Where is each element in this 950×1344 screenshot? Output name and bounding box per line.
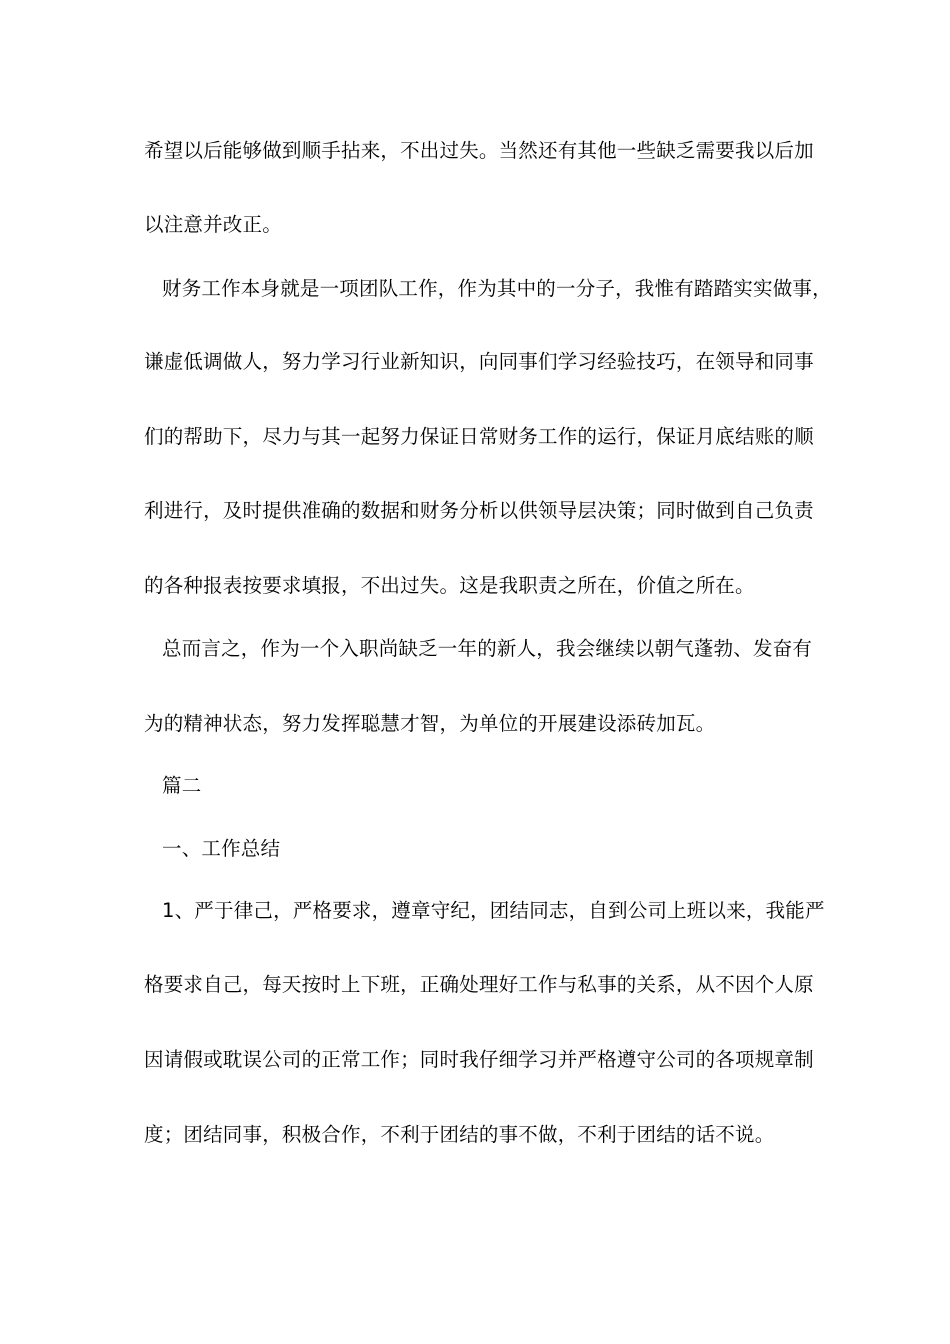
text-line: 以注意并改正。 [144, 213, 282, 236]
paragraph-start-line: 总而言之，作为一个入职尚缺乏一年的新人，我会继续以朝气蓬勃、发奋有 [162, 637, 813, 660]
text-line: 格要求自己，每天按时上下班，正确处理好工作与私事的关系，从不因个人原 [144, 973, 814, 996]
subsection-heading: 一、工作总结 [162, 837, 281, 860]
text-line: 的各种报表按要求填报，不出过失。这是我职责之所在，价值之所在。 [144, 574, 755, 597]
text-line: 利进行，及时提供准确的数据和财务分析以供领导层决策；同时做到自己负责 [144, 499, 814, 522]
text-line: 们的帮助下，尽力与其一起努力保证日常财务工作的运行，保证月底结账的顺 [144, 425, 814, 448]
section-heading: 篇二 [162, 774, 202, 797]
paragraph-start-line: 财务工作本身就是一项团队工作，作为其中的一分子，我惟有踏踏实实做事， [162, 277, 832, 300]
paragraph-start-line: 1、严于律己，严格要求，遵章守纪，团结同志，自到公司上班以来，我能严 [162, 899, 825, 922]
text-line: 度；团结同事，积极合作，不利于团结的事不做，不利于团结的话不说。 [144, 1123, 775, 1146]
text-line: 为的精神状态，努力发挥聪慧才智，为单位的开展建设添砖加瓦。 [144, 712, 716, 735]
text-line: 因请假或耽误公司的正常工作；同时我仔细学习并严格遵守公司的各项规章制 [144, 1048, 814, 1071]
text-line: 谦虚低调做人，努力学习行业新知识，向同事们学习经验技巧，在领导和同事 [144, 350, 814, 373]
text-line: 希望以后能够做到顺手拈来，不出过失。当然还有其他一些缺乏需要我以后加 [144, 139, 814, 162]
